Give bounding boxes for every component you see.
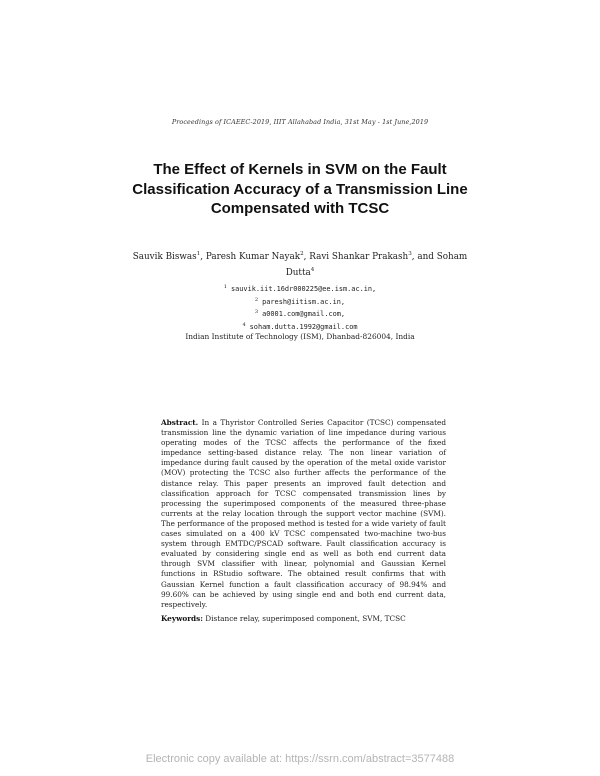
email-address: a0001.com@gmail.com, — [262, 310, 346, 318]
author-name: Ravi Shankar Prakash — [309, 252, 409, 262]
email-line: $^3$ a0001.com@gmail.com, — [254, 309, 346, 318]
abstract-text: In a Thyristor Controlled Series Capacitor (TCSC) compensated transmission line the dynamic variation of line impedance during various operating modes of the TCSC affects the performance of the fixed impedance setting-based distance relay. The non linear variation of impedance during fault caused by the operation of the metal oxide varistor (MOV) protecting the TCSC also further affects the performance of the distance relay. This paper presents an improved fault detection and classification approach for TCSC compensated transmission lines by processing the superimposed components of the measured three-phase currents at the relay location through the support vector machine (SVM). The performance of the proposed method is tested for a wide variety of fault cases simulated on a 400 kV TCSC compensated two-machine two-bus system through EMTDC/PSCAD software. Fault classification accuracy is evaluated by considering single end as well as both end current data through SVM classifier with linear, polynomial and Gaussian Kernel functions in RStudio software. The obtained result confirms that with Gaussian Kernel function a fault classification accuracy of 98.94% and 99.60% can be achieved by using single end and both end current data, respectively. — [161, 418, 446, 609]
keywords-label: Keywords: — [161, 614, 203, 623]
email-address: soham.dutta.1992@gmail.com — [249, 322, 358, 331]
author-separator: , — [200, 252, 206, 262]
author-affil-mark: 3 — [408, 251, 412, 257]
email-line: $^2$ paresh@iitism.ac.in, — [254, 296, 346, 306]
email-line: $^1$ sauvik.iit.16dr000225@ee.ism.ac.in, — [223, 284, 377, 293]
author-separator: , — [303, 252, 310, 262]
keywords-text: Distance relay, superimposed component, SVM, TCSC — [205, 614, 406, 623]
running-head: Proceedings of ICAEEC-2019, IIIT Allahabad India, 31st May - 1st June,2019 — [171, 118, 429, 126]
affiliation: Indian Institute of Technology (ISM), Dhanbad-826004, India — [185, 332, 415, 341]
email-address: paresh@iitism.ac.in, — [262, 297, 346, 306]
author-name: Soham Dutta — [285, 252, 468, 278]
contact-block — [0, 282, 600, 343]
author-affil-mark: 4 — [310, 266, 315, 273]
author-separator: , and — [411, 252, 437, 262]
abstract-label: Abstract. — [161, 418, 199, 427]
author-affil-mark: 1 — [196, 251, 201, 257]
email-address: sauvik.iit.16dr000225@ee.ism.ac.in, — [230, 285, 377, 293]
author-list — [125, 248, 475, 279]
author-name: Sauvik Biswas — [132, 252, 197, 262]
ssrn-footer: Electronic copy available at: https://ssrn.com/abstract=3577488 — [145, 753, 455, 765]
keywords — [161, 614, 446, 624]
email-line: $^4$ soham.dutta.1992@gmail.com — [242, 321, 358, 331]
author-name: Paresh Kumar Nayak — [205, 252, 301, 262]
author-affil-mark: 2 — [300, 251, 304, 257]
abstract — [161, 418, 446, 610]
paper-title: The Effect of Kernels in SVM on the Fault Classification Accuracy of a Transmission Line Compensated with TCSC — [132, 161, 468, 217]
